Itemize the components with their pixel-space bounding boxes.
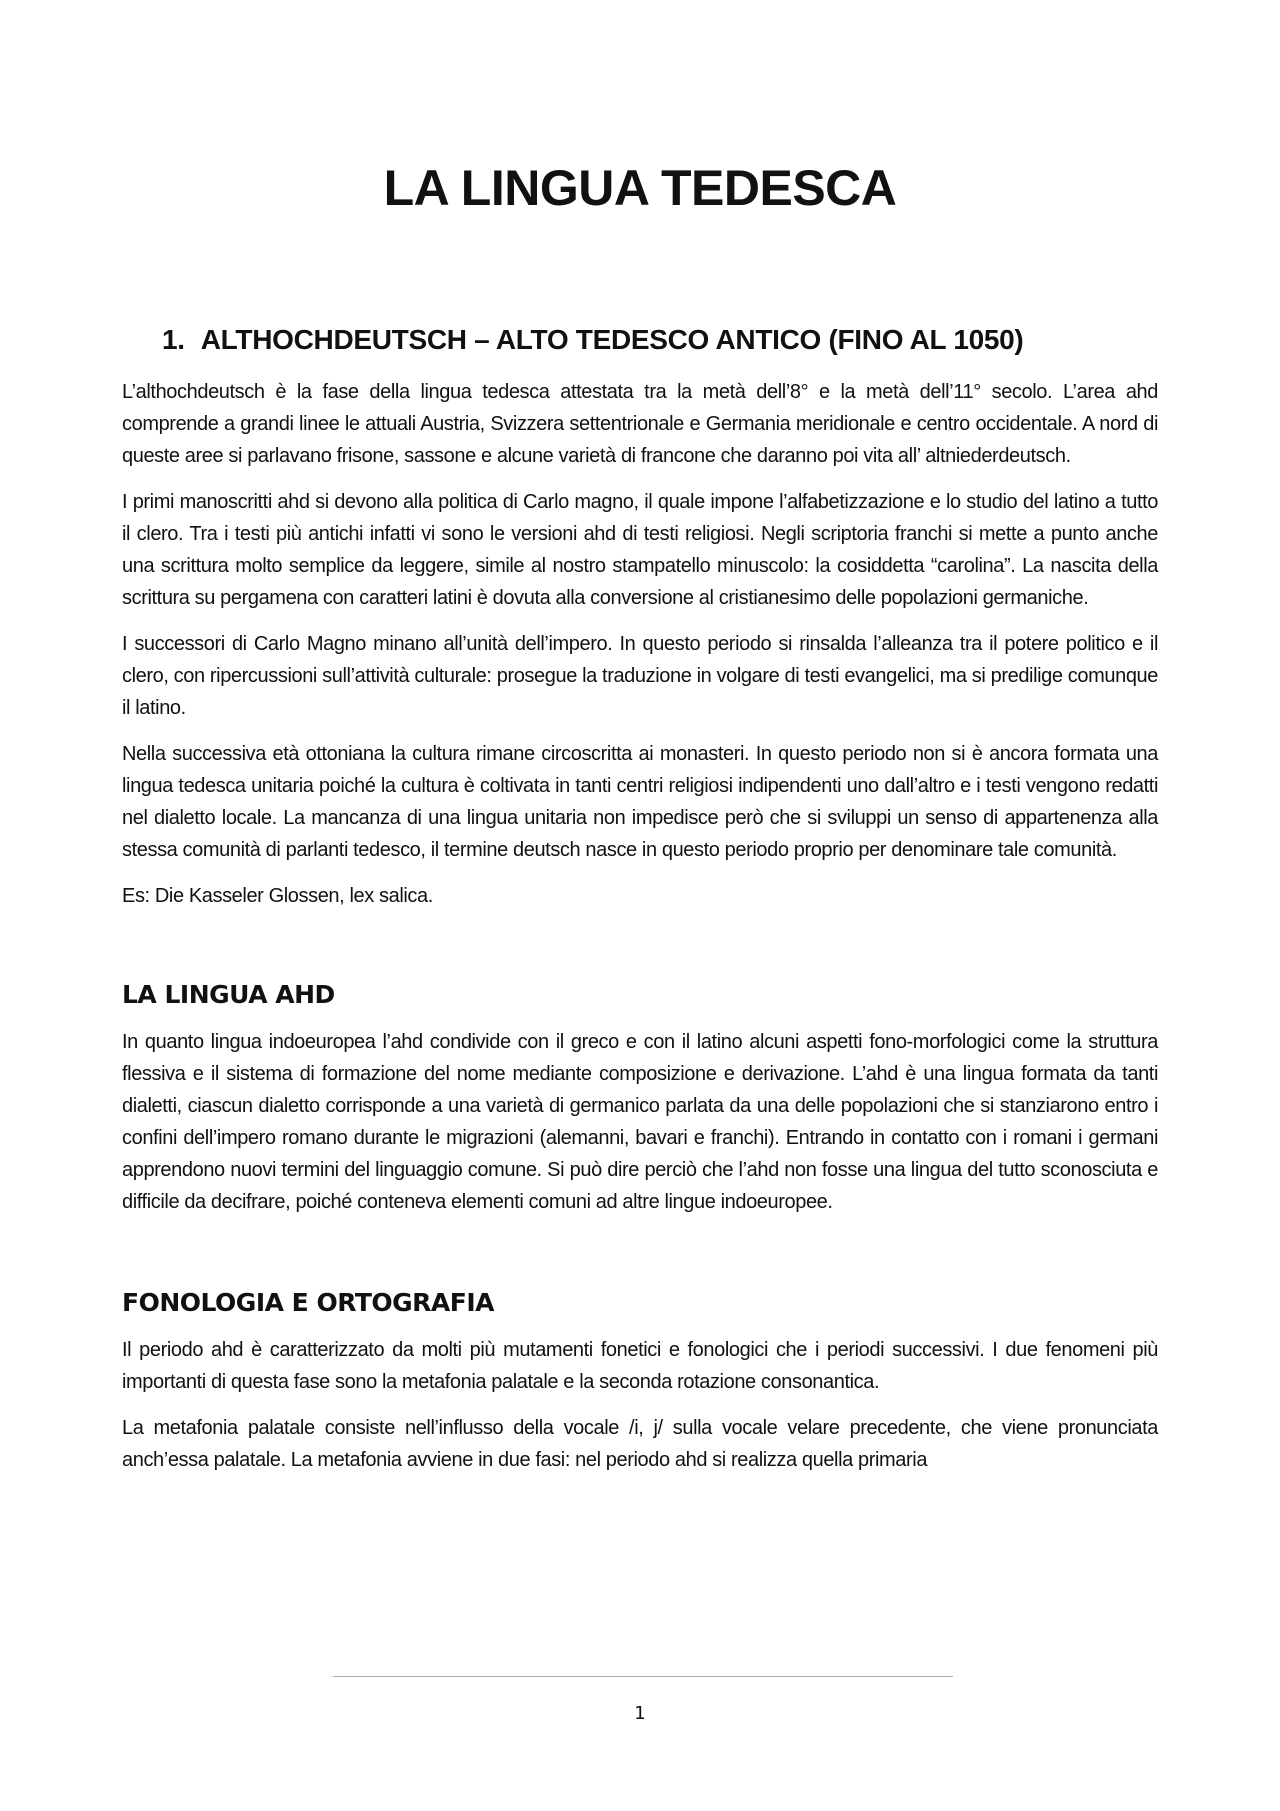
section-heading-lingua-ahd: LA LINGUA AHD (122, 980, 335, 1009)
document-body (122, 322, 1158, 1490)
paragraph: I primi manoscritti ahd si devono alla politica di Carlo magno, il quale impone l’alfabetizzazione e lo studio del latino a tutto il clero. Tra i testi più antichi infatti vi sono le versioni ahd di testi religiosi. Negli scriptoria franchi si mette a punto anche una scrittura molto semplice da leggere, simile al nostro stampatello minuscolo: la cosiddetta “carolina”. La nascita della scrittura su pergamena con caratteri latini è dovuta alla conversione al cristianesimo delle popolazioni germaniche. (122, 491, 1158, 609)
paragraph: L’althochdeutsch è la fase della lingua tedesca attestata tra la metà dell’8° e la metà dell’11° secolo. L’area ahd comprende a grandi linee le attuali Austria, Svizzera settentrionale e Germania meridionale e centro occidentale. A nord di queste aree si parlavano frisone, sassone e alcune varietà di francone che daranno poi vita all’ altniederdeutsch. (122, 381, 1158, 467)
paragraph: I successori di Carlo Magno minano all’unità dell’impero. In questo periodo si rinsalda l’alleanza tra il potere politico e il clero, con ripercussioni sull’attività culturale: prosegue la traduzione in volgare di testi evangelici, ma si predilige comunque il latino. (122, 633, 1158, 719)
footer-divider (333, 1676, 953, 1677)
chapter-number: 1. (162, 324, 185, 355)
paragraph: Nella successiva età ottoniana la cultura rimane circoscritta ai monasteri. In questo periodo non si è ancora formata una lingua tedesca unitaria poiché la cultura è coltivata in tanti centri religiosi indipendenti uno dall’altro e i testi vengono redatti nel dialetto locale. La mancanza di una lingua unitaria non impedisce però che si sviluppi un senso di appartenenza alla stessa comunità di parlanti tedesco, il termine deutsch nasce in questo periodo proprio per denominare tale comunità. (122, 743, 1158, 861)
chapter-title: ALTHOCHDEUTSCH – ALTO TEDESCO ANTICO (FINO AL 1050) (200, 324, 1024, 355)
section-heading-fonologia: FONOLOGIA E ORTOGRAFIA (122, 1288, 494, 1317)
document-title: LA LINGUA TEDESCA (383, 160, 897, 216)
paragraph: In quanto lingua indoeuropea l’ahd condivide con il greco e con il latino alcuni aspetti fono-morfologici come la struttura flessiva e il sistema di formazione del nome mediante composizione e derivazione. L’ahd è una lingua formata da tanti dialetti, ciascun dialetto corrisponde a una varietà di germanico parlata da una delle popolazioni che si stanziarono entro i confini dell’impero romano durante le migrazioni (alemanni, bavari e franchi). Entrando in contatto con i romani i germani apprendono nuovi termini del linguaggio comune. Si può dire perciò che l’ahd non fosse una lingua del tutto sconosciuta e difficile da decifrare, poiché conteneva elementi comuni ad altre lingue indoeuropee. (122, 1031, 1158, 1213)
chapter-heading (162, 322, 1158, 358)
page-number: 1 (634, 1703, 646, 1724)
paragraph: La metafonia palatale consiste nell’influsso della vocale /i, j/ sulla vocale velare precedente, che viene pronunciata anch’essa palatale. La metafonia avviene in due fasi: nel periodo ahd si realizza quella primaria (122, 1417, 1158, 1471)
example-line: Es: Die Kasseler Glossen, lex salica. (122, 885, 433, 907)
paragraph: Il periodo ahd è caratterizzato da molti più mutamenti fonetici e fonologici che i periodi successivi. I due fenomeni più importanti di questa fase sono la metafonia palatale e la seconda rotazione consonantica. (122, 1339, 1158, 1393)
